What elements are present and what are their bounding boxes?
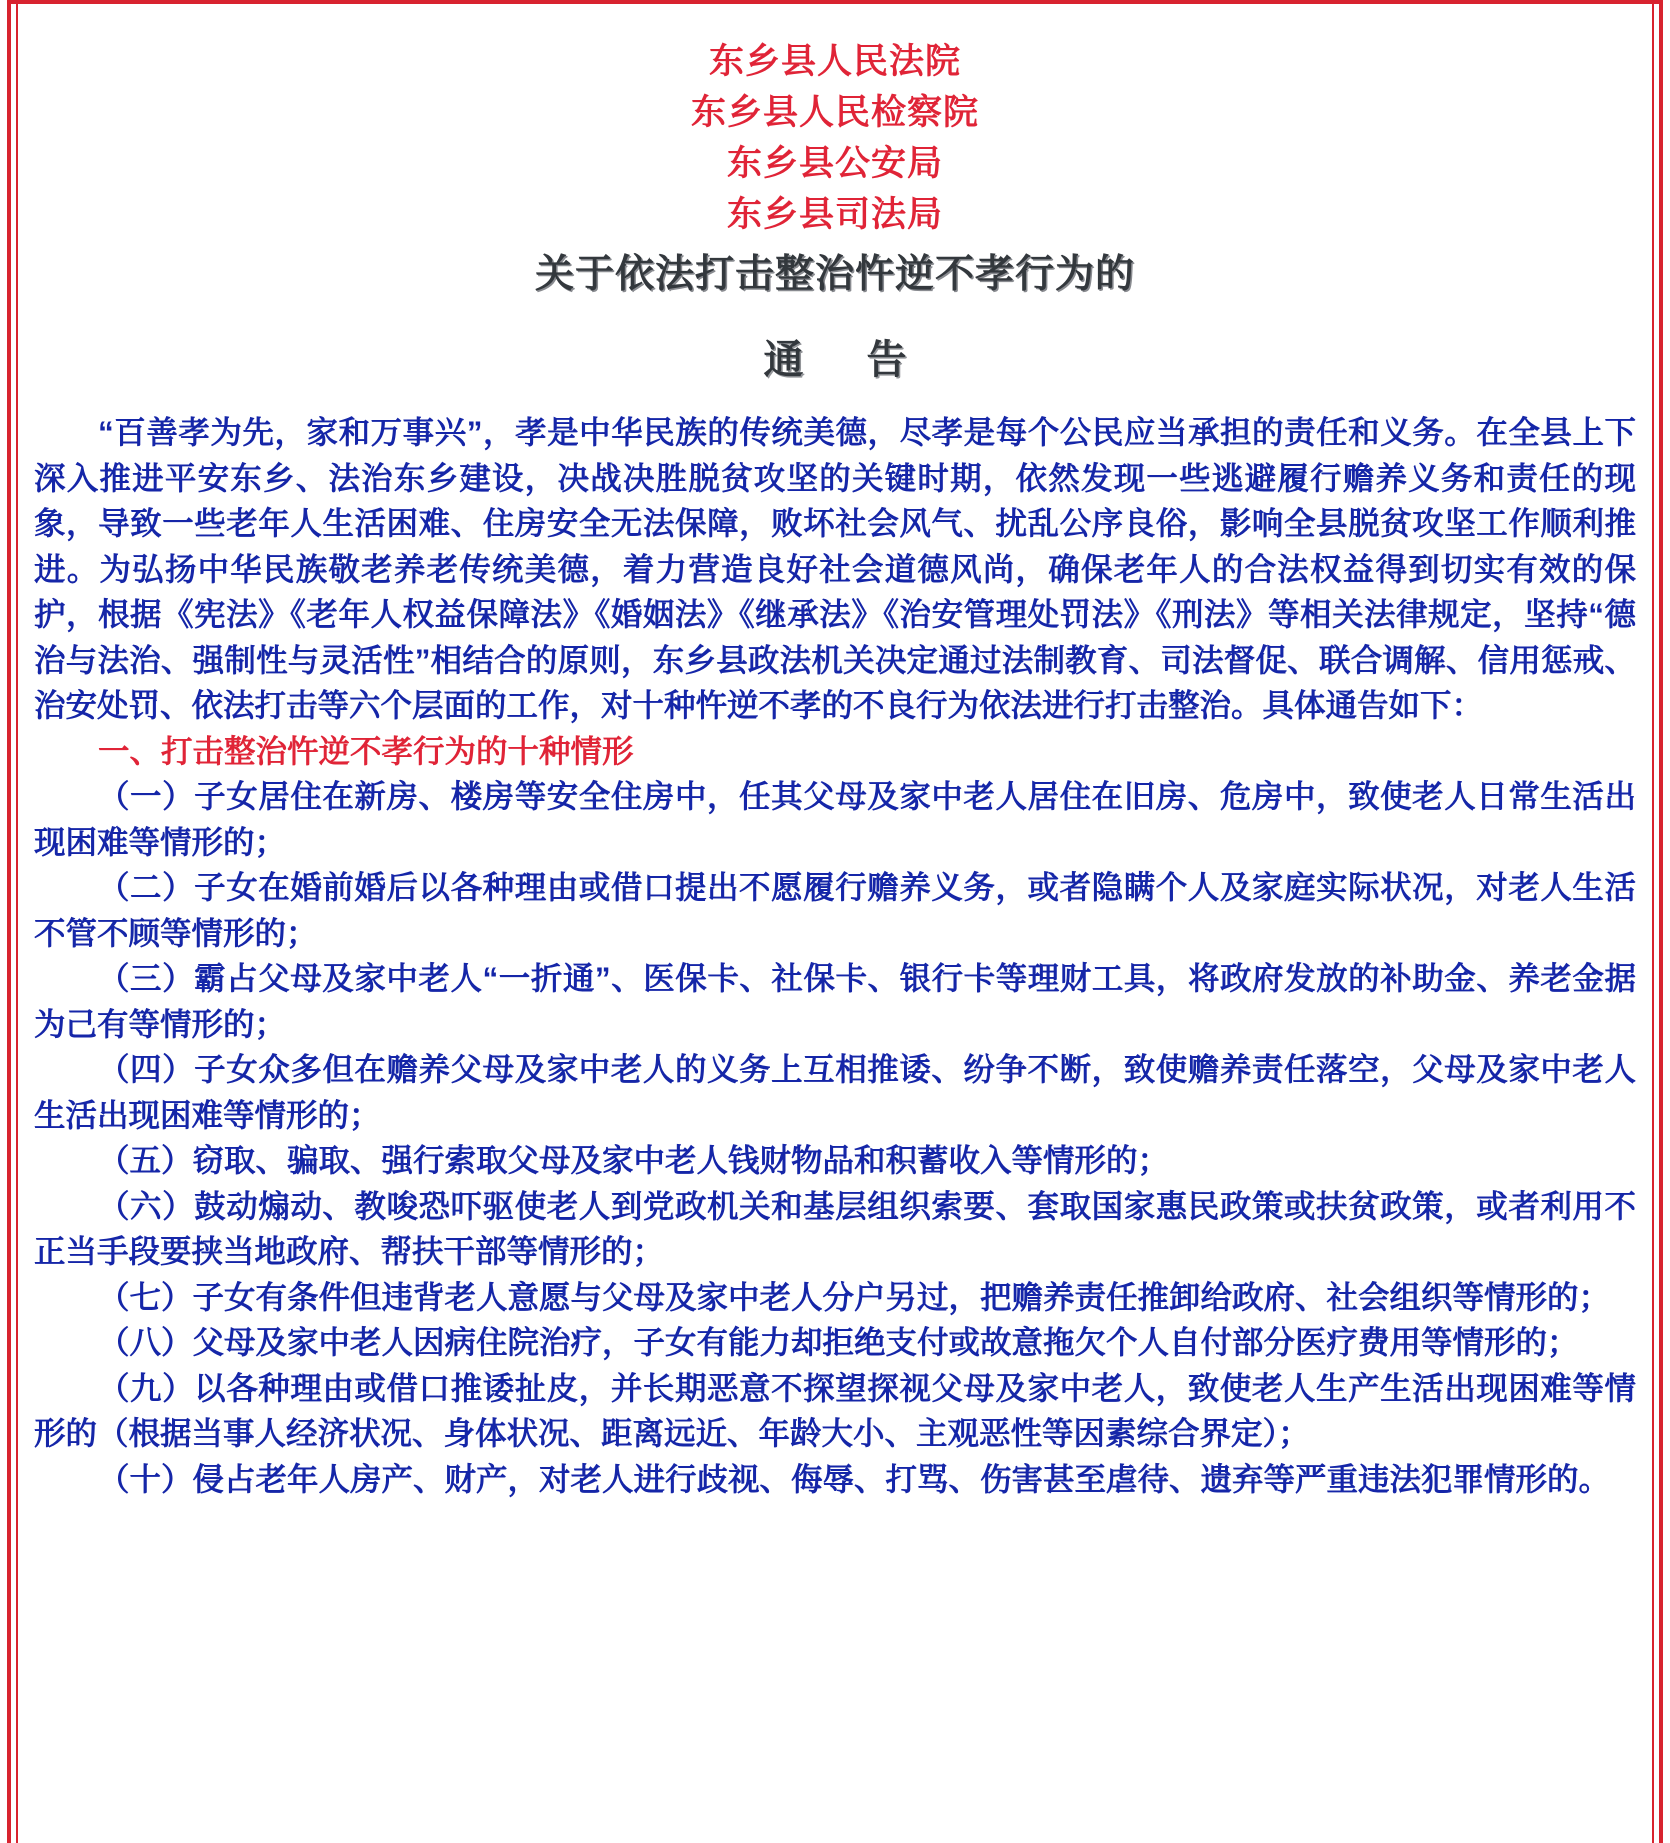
- document-body: [28, 410, 1642, 1502]
- list-item-1: （一）子女居住在新房、楼房等安全住房中，任其父母及家中老人居住在旧房、危房中，致使老人日常生活出现困难等情形的；: [34, 778, 1636, 860]
- masthead-agency-list: [28, 0, 1642, 240]
- section-heading-one: 一、打击整治忤逆不孝行为的十种情形: [98, 732, 634, 769]
- list-item-10: （十）侵占老年人房产、财产，对老人进行歧视、侮辱、打骂、伤害甚至虐待、遗弃等严重违法犯罪情形的。: [98, 1460, 1611, 1497]
- agency-name-court: 东乡县人民法院: [708, 42, 961, 81]
- agency-name-justice-bureau: 东乡县司法局: [726, 195, 943, 234]
- agency-name-public-security: 东乡县公安局: [726, 144, 943, 183]
- preamble-paragraph: “百善孝为先，家和万事兴”，孝是中华民族的传统美德，尽孝是每个公民应当承担的责任和义务。在全县上下深入推进平安东乡、法治东乡建设，决战决胜脱贫攻坚的关键时期，依然发现一些逃避履行赡养义务和责任的现象，导致一些老年人生活困难、住房安全无法保障，败坏社会风气、扰乱公序良俗，影响全县脱贫攻坚工作顺利推进。为弘扬中华民族敬老养老传统美德，着力营造良好社会道德风尚，确保老年人的合法权益得到切实有效的保护，根据《宪法》《老年人权益保障法》《婚姻法》《继承法》《治安管理处罚法》《刑法》等相关法律规定，坚持“德治与法治、强制性与灵活性”相结合的原则，东乡县政法机关决定通过法制教育、司法督促、联合调解、信用惩戒、治安处罚、依法打击等六个层面的工作，对十种忤逆不孝的不良行为依法进行打击整治。具体通告如下：: [34, 414, 1636, 723]
- agency-name-procuratorate: 东乡县人民检察院: [690, 93, 979, 132]
- document-title: 关于依法打击整治忤逆不孝行为的: [534, 253, 1135, 296]
- list-item-8: （八）父母及家中老人因病住院治疗，子女有能力却拒绝支付或故意拖欠个人自付部分医疗费用等情形的；: [98, 1324, 1579, 1360]
- list-item-3: （三）霸占父母及家中老人“一折通”、医保卡、社保卡、银行卡等理财工具，将政府发放的补助金、养老金据为己有等情形的；: [34, 960, 1636, 1042]
- list-item-9: （九）以各种理由或借口推诿扯皮，并长期恶意不探望探视父母及家中老人，致使老人生产生活出现困难等情形的（根据当事人经济状况、身体状况、距离远近、年龄大小、主观恶性等因素综合界定）；: [34, 1369, 1636, 1451]
- list-item-5: （五）窃取、骗取、强行索取父母及家中老人钱财物品和积蓄收入等情形的；: [98, 1142, 1170, 1178]
- list-item-7: （七）子女有条件但违背老人意愿与父母及家中老人分户另过，把赡养责任推卸给政府、社会组织等情形的；: [98, 1278, 1611, 1315]
- list-item-4: （四）子女众多但在赡养父母及家中老人的义务上互相推诿、纷争不断，致使赡养责任落空，父母及家中老人生活出现困难等情形的；: [34, 1051, 1636, 1133]
- list-item-2: （二）子女在婚前婚后以各种理由或借口提出不愿履行赡养义务，或者隐瞒个人及家庭实际状况，对老人生活不管不顾等情形的；: [34, 869, 1636, 951]
- list-item-6: （六）鼓动煽动、教唆恐吓驱使老人到党政机关和基层组织索要、套取国家惠民政策或扶贫政策，或者利用不正当手段要挟当地政府、帮扶干部等情形的；: [34, 1187, 1636, 1269]
- document-type-heading: 通 告: [763, 338, 933, 382]
